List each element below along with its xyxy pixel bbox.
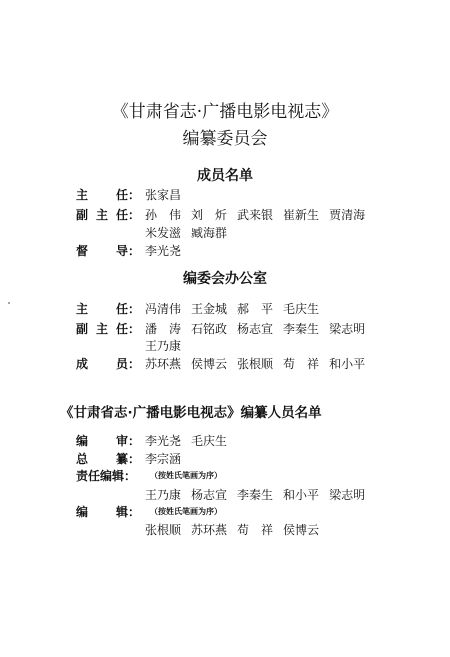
row-names: [145, 300, 329, 317]
row-label: [76, 355, 140, 372]
sort-note: （按姓氏笔画为序）: [150, 506, 222, 516]
role-label-part: 主: [76, 302, 89, 316]
role-label-part: 主: [76, 188, 89, 202]
person-name: 崔新生: [283, 208, 320, 222]
office-heading: 编委会办公室: [183, 271, 267, 287]
person-name: 杨志宣: [237, 322, 274, 336]
row-names: [145, 337, 191, 354]
row-names: [145, 320, 375, 337]
person-name: 苟 祥: [283, 357, 320, 371]
person-name: 张根顺: [237, 357, 274, 371]
row-names: [145, 224, 237, 241]
row-label: [76, 450, 140, 467]
person-name: 王金城: [191, 302, 228, 316]
person-name: 王乃康: [145, 339, 182, 353]
role-label-part: 督: [76, 244, 89, 258]
person-name: 武来银: [237, 208, 274, 222]
person-name: 毛庆生: [191, 434, 228, 448]
role-label-part: 总: [76, 452, 89, 466]
person-name: 侯博云: [191, 357, 228, 371]
person-name: 李秦生: [283, 322, 320, 336]
person-name: 臧海群: [191, 226, 228, 240]
person-name: 冯清伟: [145, 302, 182, 316]
person-name: 杨志宣: [191, 488, 228, 502]
row-names: [145, 242, 191, 259]
person-name: 梁志明: [329, 322, 366, 336]
person-name: 张家昌: [145, 188, 182, 202]
role-label-part: 审：: [115, 434, 140, 448]
person-name: 张根顺: [145, 523, 182, 537]
person-name: 米发滋: [145, 226, 182, 240]
role-label-part: 副: [76, 322, 89, 336]
members-heading: 成员名单: [197, 168, 253, 184]
row-label: [76, 186, 140, 203]
row-label: [76, 206, 140, 223]
role-label-part: 责任编辑：: [76, 469, 137, 483]
person-name: 梁志明: [329, 488, 366, 502]
role-label-part: 导：: [115, 244, 140, 258]
person-name: 毛庆生: [283, 302, 320, 316]
person-name: 李光尧: [145, 434, 182, 448]
person-name: 李秦生: [237, 488, 274, 502]
role-label-part: 辑：: [115, 505, 140, 519]
person-name: 潘 涛: [145, 322, 182, 336]
person-name: 苏环燕: [145, 357, 182, 371]
person-name: 苟 祥: [237, 523, 274, 537]
sort-note: （按姓氏笔画为序）: [150, 470, 222, 480]
person-name: 侯博云: [283, 523, 320, 537]
person-name: 郝 平: [237, 302, 274, 316]
role-label-part: 纂：: [115, 452, 140, 466]
row-names: [145, 450, 191, 467]
row-label: [76, 467, 140, 484]
book-title: 《甘肃省志·广播电影电视志》: [111, 102, 339, 122]
scan-mark: [8, 302, 10, 304]
row-label: [76, 503, 140, 520]
row-names: [145, 355, 375, 372]
role-label-part: 员：: [115, 357, 140, 371]
role-label-part: 主: [95, 208, 108, 222]
person-name: 和小平: [329, 357, 366, 371]
role-label-part: 副: [76, 208, 89, 222]
row-names: [145, 186, 191, 203]
person-name: 贾清海: [329, 208, 366, 222]
role-label-part: 任：: [115, 188, 140, 202]
row-names: [145, 432, 237, 449]
editors-heading: 《甘肃省志·广播电影电视志》编纂人员名单: [60, 405, 322, 421]
role-label-part: 任：: [115, 302, 140, 316]
row-names: [145, 206, 375, 223]
person-name: 石铭政: [191, 322, 228, 336]
row-names: [145, 486, 375, 503]
person-name: 王乃康: [145, 488, 182, 502]
row-label: [76, 432, 140, 449]
row-label: [76, 320, 140, 337]
person-name: 和小平: [283, 488, 320, 502]
person-name: 孙 伟: [145, 208, 182, 222]
committee-title: 编纂委员会: [182, 129, 268, 149]
role-label-part: 编: [76, 434, 89, 448]
person-name: 李宗涵: [145, 452, 182, 466]
role-label-part: 任：: [115, 322, 140, 336]
person-name: 苏环燕: [191, 523, 228, 537]
role-label-part: 主: [95, 322, 108, 336]
person-name: 李光尧: [145, 244, 182, 258]
role-label-part: 编: [76, 505, 89, 519]
role-label-part: 成: [76, 357, 89, 371]
row-label: [76, 242, 140, 259]
role-label-part: 任：: [115, 208, 140, 222]
row-label: [76, 300, 140, 317]
row-names: [145, 521, 329, 538]
person-name: 刘 炘: [191, 208, 228, 222]
